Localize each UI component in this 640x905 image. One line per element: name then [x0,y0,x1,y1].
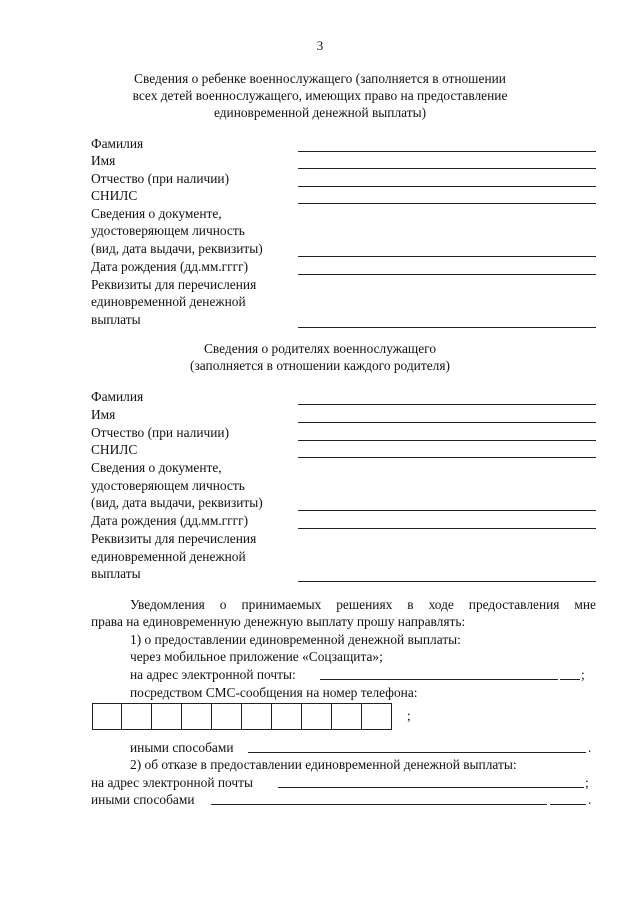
phone-number-grid[interactable] [92,703,392,730]
child-document-label-3: (вид, дата выдачи, реквизиты) [91,241,263,256]
child-requisites-label-1: Реквизиты для перечисления [91,277,257,292]
option-grant-heading: 1) о предоставлении единовременной денежной выплаты: [130,632,461,647]
parent-patronymic-field[interactable] [298,440,596,441]
child-name-field[interactable] [298,168,596,169]
parent-document-label-2: удостоверяющем личность [91,478,245,493]
heading-line: всех детей военнослужащего, имеющих право на предоставление [132,88,508,103]
child-birthdate-label: Дата рождения (дд.мм.гггг) [91,259,249,274]
parent-requisites-label-3: выплаты [91,566,141,581]
parent-snils-field[interactable] [298,457,596,458]
phone-semicolon: ; [407,708,411,723]
child-snils-label: СНИЛС [91,188,138,203]
heading-line: Сведения о родителях военнослужащего [203,341,437,356]
other-methods-field[interactable] [248,752,586,753]
parent-name-label: Имя [91,407,116,422]
phone-digit-cell[interactable] [122,703,152,730]
phone-digit-cell[interactable] [302,703,332,730]
child-patronymic-field[interactable] [298,186,596,187]
parent-requisites-field[interactable] [298,581,596,582]
child-requisites-field[interactable] [298,327,596,328]
email2-field[interactable] [278,787,584,788]
phone-digit-cell[interactable] [92,703,122,730]
parent-surname-field[interactable] [298,404,596,405]
parent-section-heading [0,340,640,374]
phone-digit-cell[interactable] [332,703,362,730]
child-document-label-1: Сведения о документе, [91,206,222,221]
notification-intro-line1: Уведомления о принимаемых решениях в ходе предоставления мне [130,597,596,612]
page-number: 3 [316,38,324,53]
child-document-field[interactable] [298,256,596,257]
parent-birthdate-field[interactable] [298,528,596,529]
other-methods-label: иными способами [130,740,234,755]
phone-digit-cell[interactable] [182,703,212,730]
child-name-label: Имя [91,153,116,168]
sms-label: посредством СМС-сообщения на номер телефона: [130,685,418,700]
parent-name-field[interactable] [298,422,596,423]
parent-requisites-label-2: единовременной денежной [91,549,246,564]
email2-semicolon: ; [585,775,589,790]
email2-label: на адрес электронной почты [91,775,253,790]
child-surname-label: Фамилия [91,136,144,151]
child-surname-field[interactable] [298,151,596,152]
other-methods-period: . [588,740,592,755]
phone-digit-cell[interactable] [362,703,392,730]
parent-document-field[interactable] [298,510,596,511]
child-document-label-2: удостоверяющем личность [91,223,245,238]
parent-document-label-3: (вид, дата выдачи, реквизиты) [91,495,263,510]
heading-line: Сведения о ребенке военнослужащего (заполняется в отношении [134,71,506,86]
parent-document-label-1: Сведения о документе, [91,460,222,475]
other2-label: иными способами [91,792,195,807]
other2-field-tail [550,804,586,805]
child-requisites-label-3: выплаты [91,312,141,327]
parent-surname-label: Фамилия [91,389,144,404]
email-field-tail [560,679,580,680]
heading-line: единовременной денежной выплаты) [213,105,427,120]
notification-intro [91,596,596,613]
email-label: на адрес электронной почты: [130,667,296,682]
parent-patronymic-label: Отчество (при наличии) [91,425,230,440]
option-mobile-app: через мобильное приложение «Соцзащита»; [130,649,383,664]
child-birthdate-field[interactable] [298,274,596,275]
phone-digit-cell[interactable] [152,703,182,730]
parent-snils-label: СНИЛС [91,442,138,457]
email-field[interactable] [320,679,558,680]
child-snils-field[interactable] [298,203,596,204]
option-refusal-heading: 2) об отказе в предоставлении единовременной денежной выплаты: [130,757,517,772]
child-patronymic-label: Отчество (при наличии) [91,171,230,186]
heading-line: (заполняется в отношении каждого родителя) [190,358,450,373]
email-semicolon: ; [581,667,585,682]
notification-intro-line2: права на единовременную денежную выплату прошу направлять: [91,614,466,629]
child-section-heading [0,70,640,121]
other2-field[interactable] [211,804,547,805]
other2-period: . [588,792,592,807]
parent-birthdate-label: Дата рождения (дд.мм.гггг) [91,513,249,528]
parent-requisites-label-1: Реквизиты для перечисления [91,531,257,546]
phone-digit-cell[interactable] [272,703,302,730]
child-requisites-label-2: единовременной денежной [91,294,246,309]
phone-digit-cell[interactable] [242,703,272,730]
phone-digit-cell[interactable] [212,703,242,730]
